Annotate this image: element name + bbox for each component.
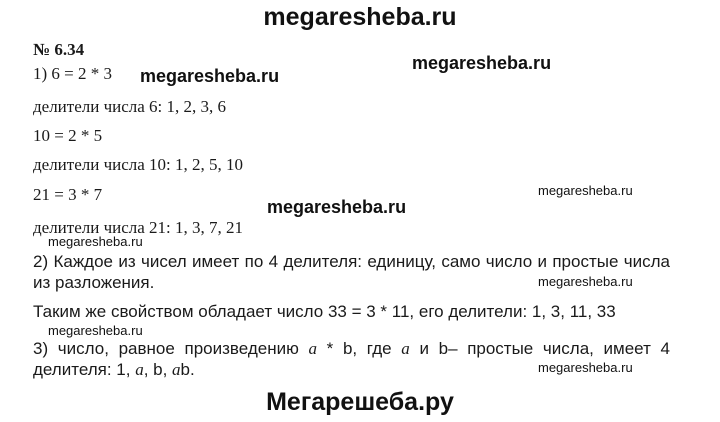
solution-line-3: 10 = 2 * 5 (33, 126, 103, 145)
var-a-4: a (172, 360, 181, 379)
solution-line-1: 1) 6 = 2 * 3 (33, 64, 112, 83)
var-a-2: a (401, 339, 410, 358)
watermark: megaresheba.ru (140, 66, 280, 86)
p3-text-2: * b, где (317, 339, 402, 358)
watermark: megaresheba.ru (267, 197, 407, 217)
p3-text-5: b. (180, 360, 195, 379)
task-number: № 6.34 (33, 40, 85, 59)
p3-text-1: 3) число, равное произведению (33, 339, 309, 358)
var-a-3: a (135, 360, 144, 379)
p3-text-4: , b, (143, 360, 173, 379)
solution-line-4: делители числа 10: 1, 2, 5, 10 (33, 155, 244, 174)
solution-line-5: 21 = 3 * 7 (33, 185, 103, 204)
watermark: megaresheba.ru (538, 183, 633, 198)
watermark: megaresheba.ru (538, 274, 633, 289)
site-title-top: megaresheba.ru (263, 3, 457, 31)
var-a-1: a (308, 339, 317, 358)
solution-line-8: Таким же свойством обладает число 33 = 3 * 11, его делители: 1, 3, 11, 33 (33, 302, 616, 321)
solution-line-2: делители числа 6: 1, 2, 3, 6 (33, 97, 227, 116)
watermark: megaresheba.ru (412, 53, 552, 73)
watermark: megaresheba.ru (48, 323, 143, 338)
solution-paragraph-2: 2) Каждое из чисел имеет по 4 делителя: единицу, само число и простые числа из разложения. (33, 252, 670, 292)
p3-text-3: и b– простые числа, имеет 4 делителя: 1, (33, 339, 670, 379)
site-title-bottom: Мегарешеба.ру (266, 388, 454, 416)
solution-line-6: делители числа 21: 1, 3, 7, 21 (33, 218, 244, 237)
watermark: megaresheba.ru (538, 360, 633, 375)
watermark: megaresheba.ru (48, 234, 143, 249)
